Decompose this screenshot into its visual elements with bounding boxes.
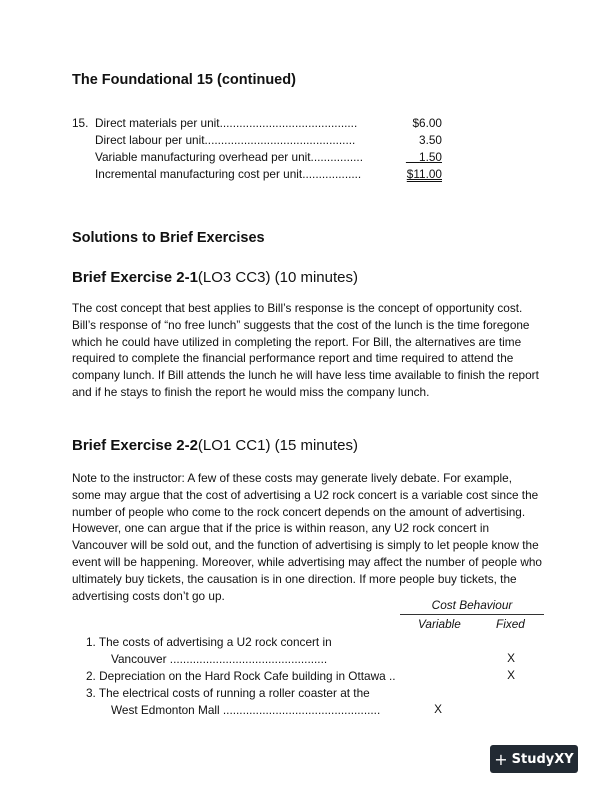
group-header: Cost Behaviour — [431, 598, 513, 612]
table-row-3-variable: X — [434, 702, 442, 716]
table-row-3-line2: West Edmonton Mall ................................................ — [111, 703, 381, 717]
cost-row-value: $6.00 — [412, 116, 442, 130]
cost-row-label: Direct labour per unit.............................................. — [95, 133, 356, 147]
section-title: The Foundational 15 (continued) — [72, 72, 296, 88]
table-row-2-line1: 2. Depreciation on the Hard Rock Cafe building in Ottawa .. — [86, 669, 396, 683]
col-fixed: Fixed — [496, 617, 525, 631]
be22-paragraph: Note to the instructor: A few of these costs may generate lively debate. For example, some may argue that the cost of advertising a U2 rock concert is a variable cost since the number of people who come to the rock concert depends on the amount of advertising. However, one can argue that if the price is within reason, any U2 rock concert in Vancouver will be sold out, and the function of advertising is simply to let people know the event will be happening. Moreover, while advertising may affect the number of people who ultimately buy tickets, the causation is in one direction. If more people buy tickets, the advertising costs don’t go up. — [72, 471, 542, 603]
table-row-1-line2: Vancouver ................................................ — [111, 652, 328, 666]
table-row-1-fixed: X — [507, 651, 515, 665]
studyxy-logo[interactable] — [490, 745, 578, 773]
be22-heading: Brief Exercise 2-2(LO1 CC1) (15 minutes) — [72, 437, 358, 454]
plus-icon: + — [494, 749, 508, 769]
table-row-1-line1: 1. The costs of advertising a U2 rock concert in — [86, 635, 332, 649]
cost-row-value: 1.50 — [419, 150, 442, 164]
col-variable: Variable — [418, 617, 461, 631]
be21-heading: Brief Exercise 2-1(LO3 CC3) (10 minutes) — [72, 269, 358, 286]
cost-row-label: Incremental manufacturing cost per unit.................. — [95, 167, 362, 181]
table-row-3-line1: 3. The electrical costs of running a roller coaster at the — [86, 686, 370, 700]
logo-text: StudyXY — [511, 751, 574, 767]
table-row-2-fixed: X — [507, 668, 515, 682]
cost-row-label: Direct materials per unit.......................................... — [95, 116, 358, 130]
cost-row-label: Variable manufacturing overhead per unit................ — [95, 150, 363, 164]
item-number: 15. — [72, 116, 89, 130]
be21-paragraph: The cost concept that best applies to Bill’s response is the concept of opportunity cost. Bill’s response of “no free lunch” suggests that the cost of the lunch is the time foregone which he could have utilized in completing the report. For Bill, the alternatives are time required to complete the financial performance report and time required to attend the company lunch. If Bill attends the lunch he will have less time available to finish the report and if he stays to finish the report he would miss the company lunch. — [72, 301, 539, 399]
cost-row-value: $11.00 — [406, 167, 442, 181]
solutions-heading: Solutions to Brief Exercises — [72, 230, 265, 246]
group-header-rule — [400, 614, 544, 615]
cost-row-value: 3.50 — [419, 133, 442, 147]
